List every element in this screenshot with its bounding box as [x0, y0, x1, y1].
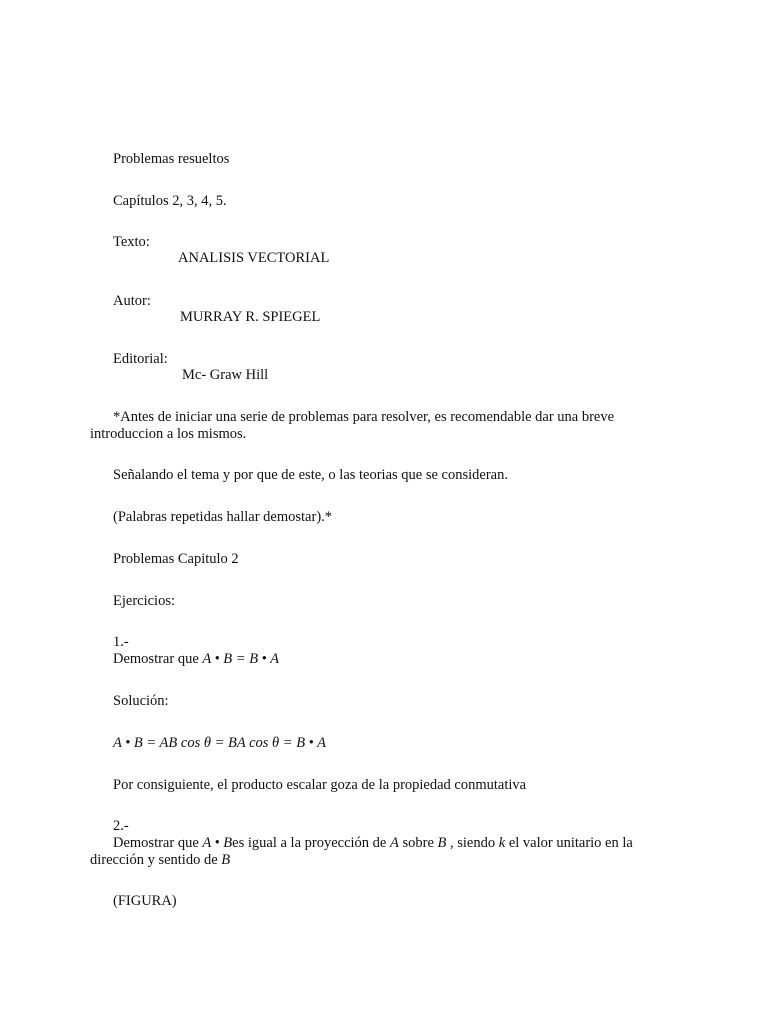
exercise-2-var-a: A: [390, 835, 399, 851]
exercise-2-statement-line2: [90, 852, 230, 869]
exercise-2-statement-line1: [113, 835, 633, 852]
exercise-1-statement-math: A • B = B • A: [202, 651, 279, 667]
intro-note: (Palabras repetidas hallar demostar).*: [113, 509, 333, 525]
intro-paragraph: *Antes de iniciar una serie de problemas para resolver, es recomendable dar una breve introduccion a los mismos.: [90, 409, 615, 442]
exercise-2-var-k: k: [498, 835, 506, 851]
solution-formula: A • B = AB cos θ = BA cos θ = B • A: [113, 735, 326, 751]
author-value: MURRAY R. SPIEGEL: [180, 309, 321, 325]
exercise-2-var-b: B: [437, 835, 447, 851]
exercise-2-var-b2: B: [221, 852, 231, 868]
exercise-1-statement-prefix: Demostrar que: [113, 651, 199, 667]
exercise-2-number: 2.-: [113, 818, 129, 834]
document-title: Problemas resueltos: [113, 151, 230, 167]
figure-placeholder: (FIGURA): [113, 893, 177, 909]
text-label: Texto:: [113, 234, 150, 250]
exercise-1-statement: [113, 651, 279, 668]
author-label: Autor:: [113, 293, 151, 309]
solution-conclusion: Por consiguiente, el producto escalar goza de la propiedad conmutativa: [113, 777, 527, 793]
exercise-2-line2: dirección y sentido de: [90, 852, 218, 868]
solution-label: Solución:: [113, 693, 169, 709]
exercise-2-mid1: es igual a la proyección de: [232, 835, 387, 851]
exercise-2-mid4: el valor unitario en la: [508, 835, 633, 851]
publisher-label: Editorial:: [113, 351, 168, 367]
exercise-2-mid2: sobre: [402, 835, 434, 851]
intro-topic: Señalando el tema y por que de este, o las teorias que se consideran.: [113, 467, 508, 483]
exercises-label: Ejercicios:: [113, 593, 176, 609]
chapter-title: Problemas Capitulo 2: [113, 551, 239, 567]
exercise-2-mid3: , siendo: [450, 835, 496, 851]
chapters-line: Capítulos 2, 3, 4, 5.: [113, 193, 227, 209]
exercise-1-number: 1.-: [113, 634, 129, 650]
exercise-2-math: A • B: [202, 835, 233, 851]
exercise-2-prefix: Demostrar que: [113, 835, 199, 851]
publisher-value: Mc- Graw Hill: [182, 367, 269, 383]
text-value: ANALISIS VECTORIAL: [178, 250, 330, 266]
